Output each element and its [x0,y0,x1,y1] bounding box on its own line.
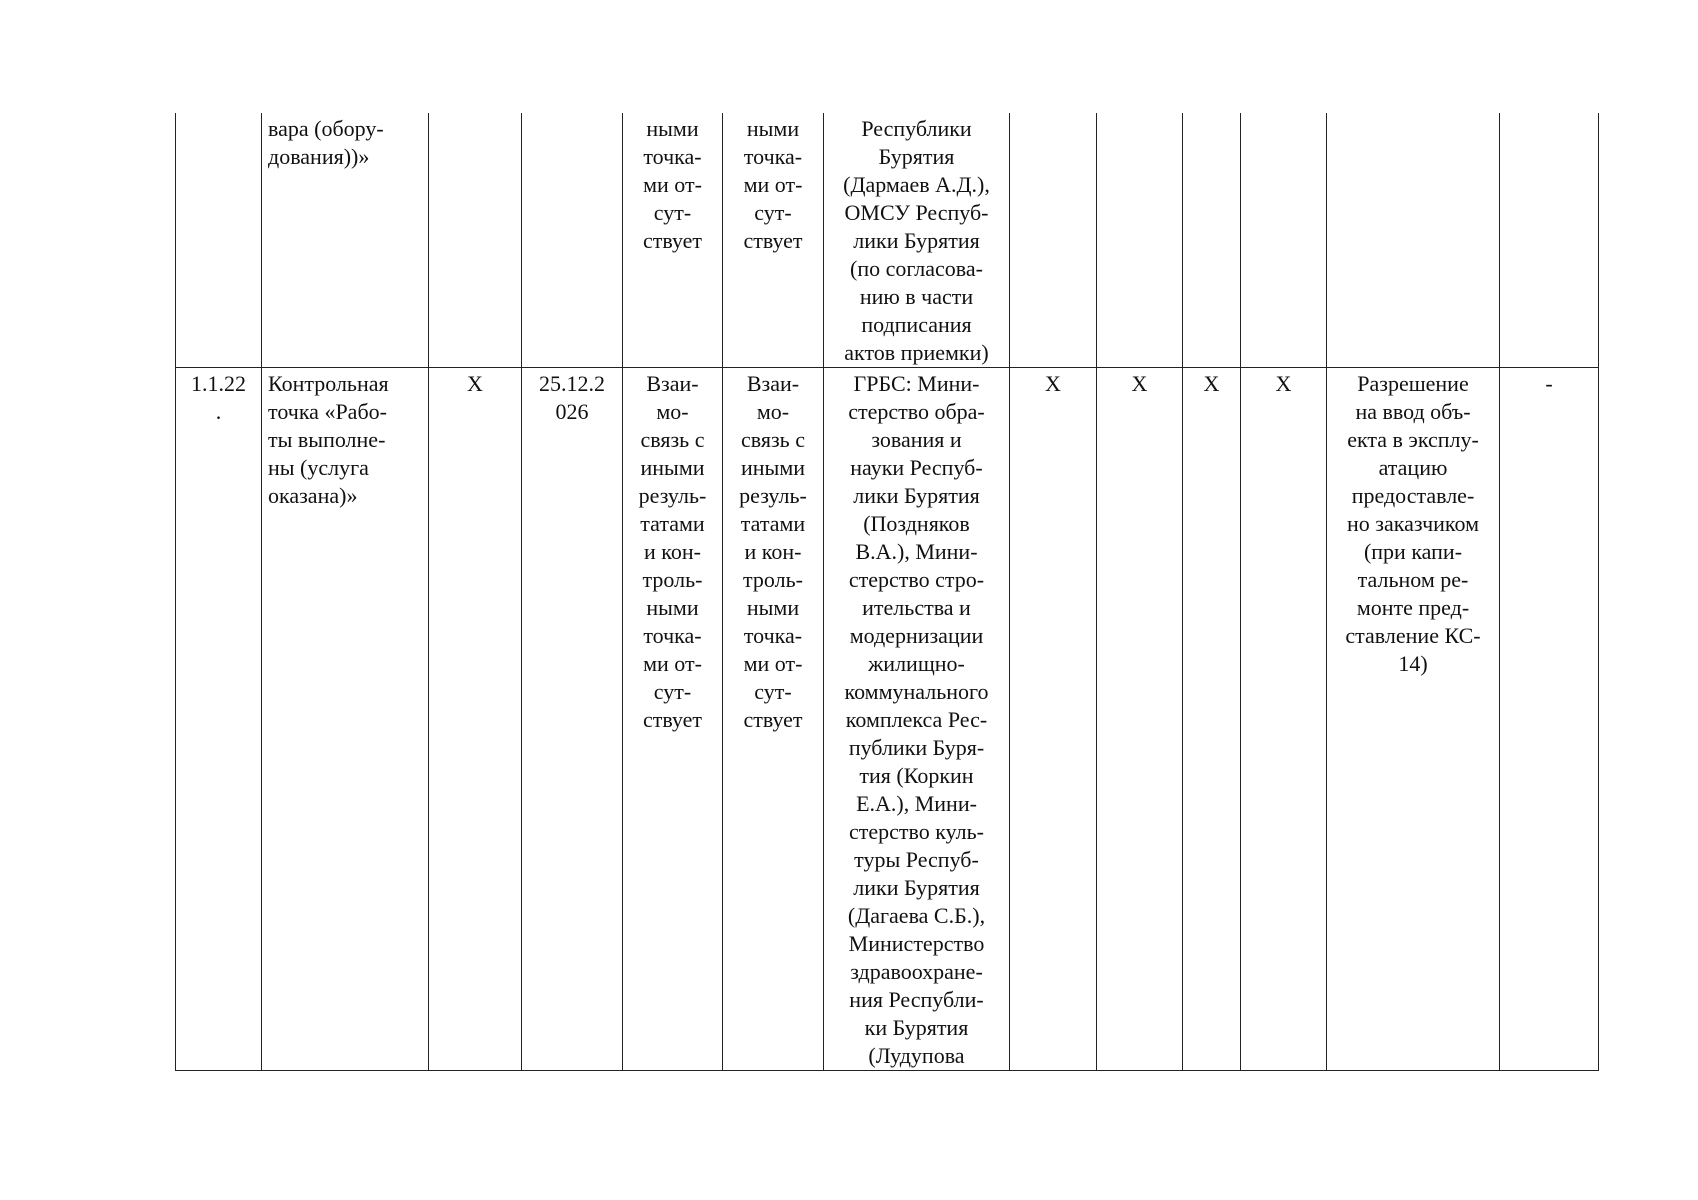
table-row [176,113,1599,368]
cell-name: Контрольная точка «Рабо- ты выполне- ны (услуга оказана)» [262,368,429,1071]
cell-x3 [1183,113,1241,368]
cell-document: Разрешение на ввод объ- екта в эксплу- атацию предоставле- но заказчиком (при капи- тальном ре- монте пред- ставление КС- 14) [1327,368,1500,1071]
cell-document [1327,113,1500,368]
cell-number: 1.1.22 . [176,368,262,1071]
cell-x3: Х [1183,368,1241,1071]
cell-responsible: Республики Бурятия (Дармаев А.Д.), ОМСУ Респуб- лики Бурятия (по согласова- нию в части подписания актов приемки) [824,113,1010,368]
cell-responsible: ГРБС: Мини- стерство обра- зования и науки Респуб- лики Бурятия (Поздняков В.А.), Мини- стерство стро- ительства и модернизации жилищно- коммунального комплекса Рес- публики Буря- тия (Коркин Е.А.), Мини- стерство куль- туры Респуб- лики Бурятия (Дагаева С.Б.), Министерство здравоохране- ния Республи- ки Бурятия (Лудупова [824,368,1010,1071]
cell-mark: Х [429,368,522,1071]
cell-date: 25.12.2 026 [522,368,623,1071]
cell-number [176,113,262,368]
cell-x1: Х [1010,368,1097,1071]
cell-x2: Х [1097,368,1183,1071]
control-points-table [175,113,1599,1071]
cell-x4: Х [1241,368,1327,1071]
cell-x4 [1241,113,1327,368]
cell-next-link: Взаи- мо- связь с иными резуль- татами и кон- троль- ными точка- ми от- сут- ствует [723,368,824,1071]
cell-last: - [1500,368,1599,1071]
cell-prev-link: Взаи- мо- связь с иными резуль- татами и кон- троль- ными точка- ми от- сут- ствует [623,368,723,1071]
cell-x2 [1097,113,1183,368]
cell-last [1500,113,1599,368]
table-row [176,368,1599,1071]
cell-mark [429,113,522,368]
cell-date [522,113,623,368]
cell-next-link: ными точка- ми от- сут- ствует [723,113,824,368]
cell-x1 [1010,113,1097,368]
cell-prev-link: ными точка- ми от- сут- ствует [623,113,723,368]
cell-name: вара (обору- дования))» [262,113,429,368]
